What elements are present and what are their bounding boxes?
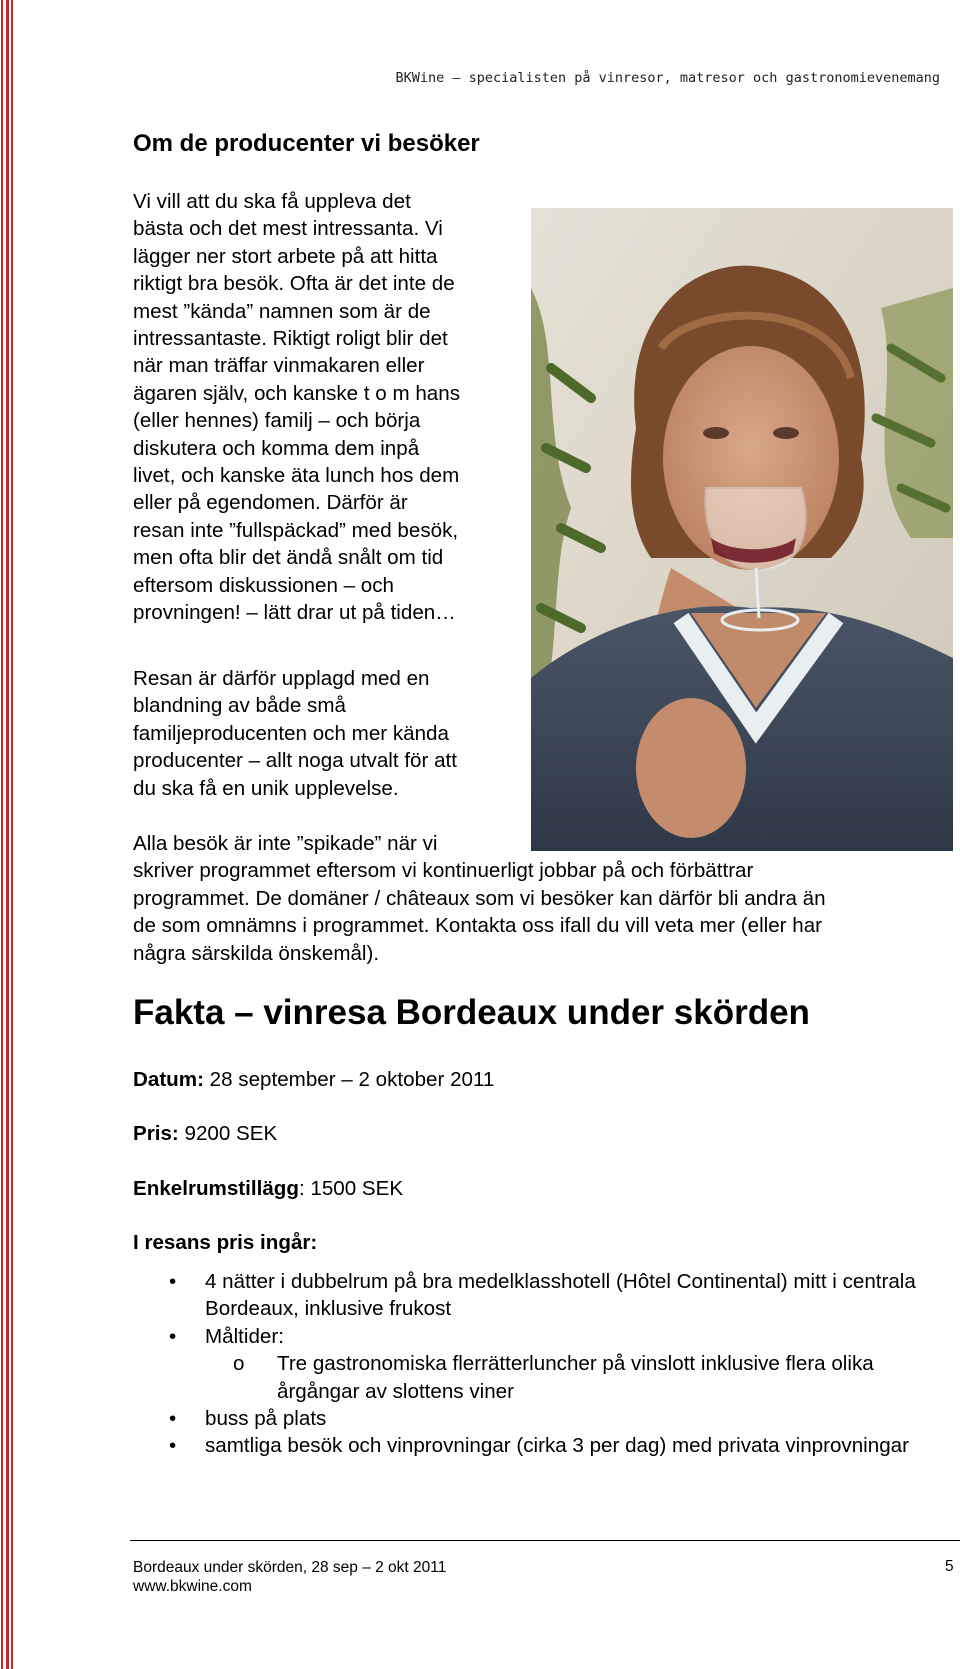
list-item: • samtliga besök och vinprovningar (cirka 3 per dag) med privata vinprovningar (133, 1432, 933, 1459)
bullet: • (169, 1270, 177, 1293)
list-item: • 4 nätter i dubbelrum på bra medelklasshotell (Hôtel Continental) mitt i centrala Bordeaux, inklusive frukost (169, 1270, 916, 1321)
footer-title: Bordeaux under skörden, 28 sep – 2 okt 2011 (133, 1559, 447, 1576)
sub-bullet: o (233, 1352, 245, 1376)
included-heading-label: I resans pris ingår: (133, 1231, 318, 1254)
page-content (133, 130, 933, 1254)
text-line: Vi vill att du ska få uppleva det (133, 190, 411, 213)
fact-pris-label: Pris: (133, 1122, 179, 1145)
text-line: ägaren själv, och kanske t o m hans (133, 381, 461, 405)
text-line: skriver programmet eftersom vi kontinuerligt jobbar på och förbättrar (133, 859, 754, 883)
page-number: 5 (945, 1558, 954, 1575)
fact-enkelrum-value: : 1500 SEK (298, 1177, 404, 1200)
fact-enkelrum-label: Enkelrumstillägg (133, 1177, 299, 1200)
paragraph-1 (133, 188, 523, 627)
text-line: livet, och kanske äta lunch hos dem (133, 464, 460, 488)
page-header-tagline: BKWine – specialisten på vinresor, matresor och gastronomievenemang (395, 70, 940, 86)
paragraph-1-text (133, 188, 523, 627)
text-line: resan inte ”fullspäckad” med besök, (133, 518, 459, 542)
footer-left (133, 1558, 446, 1596)
fact-enkelrum (133, 1177, 403, 1201)
footer-website[interactable]: www.bkwine.com (133, 1578, 252, 1595)
bullet: • (169, 1407, 177, 1431)
sub-list (205, 1350, 933, 1405)
text-line: eller på egendomen. Därför är (133, 491, 408, 515)
paragraph-2 (133, 665, 523, 802)
text-line: riktigt bra besök. Ofta är det inte de (133, 272, 455, 296)
text-line: (eller hennes) familj – och börja (133, 409, 421, 433)
fact-datum-label: Datum: (133, 1068, 204, 1091)
footer-rule (130, 1540, 960, 1541)
text-line: familjeproducenten och mer kända (133, 721, 449, 745)
paragraph-2-text (133, 665, 523, 802)
fact-pris (133, 1122, 277, 1146)
bullet: • (169, 1434, 177, 1458)
fakta-title: Fakta – vinresa Bordeaux under skörden (133, 993, 810, 1032)
text-line: några särskilda önskemål). (133, 941, 380, 965)
fact-datum (133, 1068, 494, 1092)
text-line: provningen! – lätt drar ut på tiden… (133, 601, 456, 625)
fact-included-heading (133, 1231, 317, 1255)
text-line: eftersom diskussionen – och (133, 573, 394, 597)
included-list (133, 1268, 933, 1460)
left-red-border (0, 0, 14, 1669)
text-line: programmet. De domäner / châteaux som vi besöker kan därför bli andra än (133, 886, 826, 910)
text-line: diskutera och komma dem inpå (133, 436, 420, 460)
text-line: bästa och det mest intressanta. Vi (133, 217, 443, 241)
text-line: mest ”kända” namnen som är de (133, 299, 431, 323)
text-line: Resan är därför upplagd med en (133, 667, 430, 690)
text-line: lägger ner stort arbete på att hitta (133, 244, 438, 268)
text-line: Alla besök är inte ”spikade” när vi (133, 832, 438, 855)
text-line: blandning av både små (133, 694, 346, 718)
bullet: • (169, 1324, 177, 1348)
fact-pris-value: 9200 SEK (178, 1122, 278, 1145)
section-title: Om de producenter vi besöker (133, 130, 480, 157)
text-line: de som omnämns i programmet. Kontakta oss ifall du vill veta mer (eller har (133, 914, 823, 938)
text-line: intressantaste. Riktigt roligt blir det (133, 327, 448, 351)
list-item: • Måltider: o Tre gastronomiska flerrätterluncher på vinslott inklusive flera olika årgångar av slottens viner (133, 1323, 933, 1405)
list-item: • buss på plats (133, 1405, 933, 1432)
fact-datum-value: 28 september – 2 oktober 2011 (203, 1068, 495, 1091)
text-line: du ska få en unik upplevelse. (133, 776, 399, 800)
text-line: producenter – allt noga utvalt för att (133, 749, 457, 773)
text-line: men ofta blir det ändå snålt om tid (133, 546, 444, 570)
sub-list-item: o Tre gastronomiska flerrätterluncher på vinslott inklusive flera olika årgångar av slottens viner (233, 1352, 874, 1403)
text-line: när man träffar vinmakaren eller (133, 354, 425, 378)
photo-woman-wine-glass (531, 208, 953, 851)
